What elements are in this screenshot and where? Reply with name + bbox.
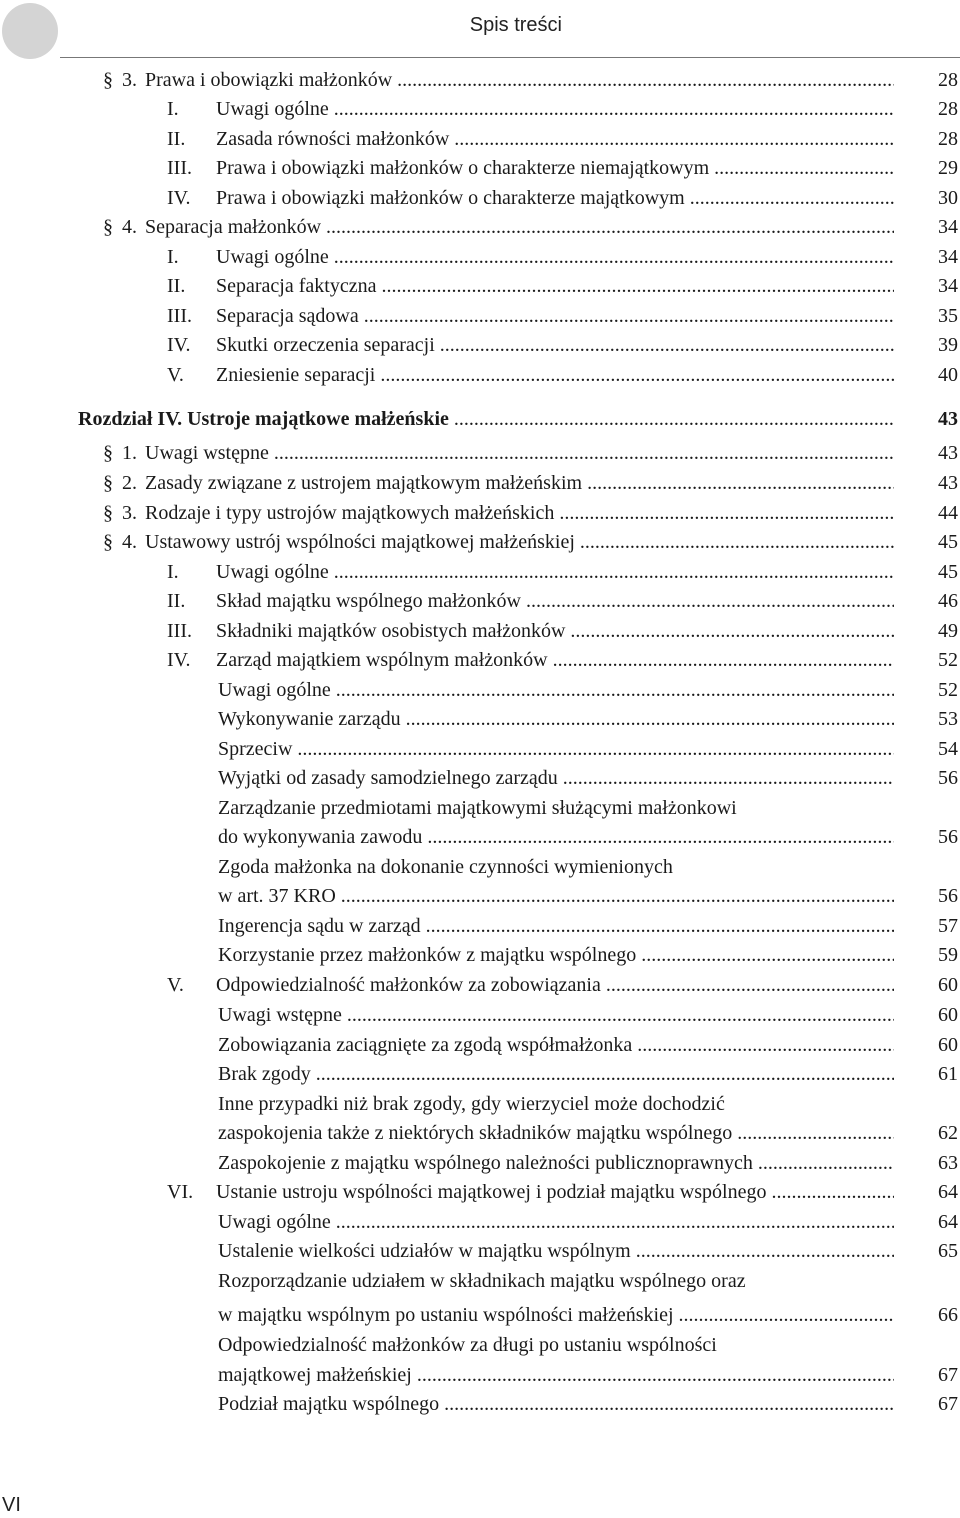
toc-entry-title: Sprzeciw .....	[218, 738, 894, 761]
toc-entry-title: Korzystanie przez małżonków z majątku wspólnego .....	[218, 944, 894, 967]
toc-entry	[0, 1004, 960, 1033]
toc-entry-page: 34	[938, 275, 958, 297]
toc-entry-number: II.	[167, 590, 186, 612]
corner-tab-decoration	[2, 3, 58, 59]
toc-entry-number: 4.	[122, 216, 137, 238]
toc-entry-page: 56	[938, 885, 958, 907]
toc-entry-page: 64	[938, 1211, 958, 1233]
toc-entry	[0, 1181, 960, 1210]
toc-entry-page: 28	[938, 128, 958, 150]
toc-entry-page: 52	[938, 649, 958, 671]
toc-entry	[0, 1364, 960, 1393]
toc-entry-page: 34	[938, 246, 958, 268]
toc-entry-title: Prawa i obowiązki małżonków o charakterze majątkowym .....	[216, 187, 894, 210]
toc-entry-page: 61	[938, 1063, 958, 1085]
toc-entry	[0, 1211, 960, 1240]
toc-entry-title: Ustawowy ustrój wspólności majątkowej małżeńskiej .....	[145, 531, 894, 554]
toc-entry	[0, 472, 960, 501]
toc-entry-page: 63	[938, 1152, 958, 1174]
toc-entry	[0, 885, 960, 914]
toc-entry-title: Skutki orzeczenia separacji .....	[216, 334, 894, 357]
toc-entry-page: 64	[938, 1181, 958, 1203]
toc-entry	[0, 826, 960, 855]
toc-entry-title: Uwagi ogólne .....	[216, 561, 894, 584]
section-sign: §	[103, 216, 113, 238]
toc-entry-title: zaspokojenia także z niektórych składników majątku wspólnego .....	[218, 1122, 894, 1145]
toc-entry	[0, 1063, 960, 1092]
toc-entry-page: 29	[938, 157, 958, 179]
toc-entry	[0, 187, 960, 216]
toc-entry	[0, 1240, 960, 1269]
toc-entry-page: 52	[938, 679, 958, 701]
toc-entry	[0, 797, 960, 826]
toc-entry-page: 45	[938, 561, 958, 583]
toc-entry	[0, 1122, 960, 1151]
toc-entry-number: V.	[167, 364, 184, 386]
toc-entry	[0, 590, 960, 619]
toc-entry	[0, 1034, 960, 1063]
toc-entry	[0, 442, 960, 471]
toc-entry-page: 39	[938, 334, 958, 356]
toc-entry-number: IV.	[167, 187, 191, 209]
toc-entry-page: 66	[938, 1304, 958, 1326]
toc-entry-title: Zasady związane z ustrojem majątkowym małżeńskim .....	[145, 472, 894, 495]
toc-entry-page: 45	[938, 531, 958, 553]
toc-entry	[0, 738, 960, 767]
page-number: VI	[2, 1494, 21, 1516]
toc-entry	[0, 1152, 960, 1181]
toc-entry-number: 3.	[122, 502, 137, 524]
toc-entry	[0, 1334, 960, 1363]
header-rule	[60, 57, 960, 58]
toc-entry	[0, 502, 960, 531]
toc-entry	[0, 531, 960, 560]
toc-entry-title: Prawa i obowiązki małżonków o charakterze niemajątkowym .....	[216, 157, 894, 180]
toc-entry-title: w majątku wspólnym po ustaniu wspólności małżeńskiej .....	[218, 1304, 894, 1327]
toc-entry	[0, 1270, 960, 1299]
toc-entry	[0, 620, 960, 649]
toc-entry-title: Ingerencja sądu w zarząd .....	[218, 915, 894, 938]
toc-entry-page: 60	[938, 974, 958, 996]
toc-entry-title: Składniki majątków osobistych małżonków .....	[216, 620, 894, 643]
toc-entry-title: Zarządzanie przedmiotami majątkowymi służącymi małżonkowi	[218, 797, 737, 819]
toc-entry-number: 1.	[122, 442, 137, 464]
toc-entry-number: 4.	[122, 531, 137, 553]
section-sign: §	[103, 472, 113, 494]
toc-entry-title: Separacja małżonków .....	[145, 216, 894, 239]
toc-entry-title: Ustanie ustroju wspólności majątkowej i podział majątku wspólnego .....	[216, 1181, 894, 1204]
toc-entry-page: 65	[938, 1240, 958, 1262]
toc-entry-title: Zaspokojenie z majątku wspólnego należności publicznoprawnych .....	[218, 1152, 894, 1175]
toc-entry-page: 54	[938, 738, 958, 760]
toc-entry	[0, 944, 960, 973]
toc-entry-title: Uwagi ogólne .....	[218, 1211, 894, 1234]
toc-entry-title: Zobowiązania zaciągnięte za zgodą współmałżonka .....	[218, 1034, 894, 1057]
toc-entry-title: Uwagi wstępne .....	[145, 442, 894, 465]
toc-entry	[0, 98, 960, 127]
toc-entry-number: IV.	[167, 334, 191, 356]
section-sign: §	[103, 442, 113, 464]
toc-entry	[0, 856, 960, 885]
toc-entry-page: 59	[938, 944, 958, 966]
toc-entry-page: 30	[938, 187, 958, 209]
toc-entry-page: 60	[938, 1034, 958, 1056]
toc-entry	[0, 305, 960, 334]
toc-entry-page: 56	[938, 767, 958, 789]
toc-entry	[0, 915, 960, 944]
toc-entry-title: Brak zgody .....	[218, 1063, 894, 1086]
section-sign: §	[103, 531, 113, 553]
toc-entry	[0, 1093, 960, 1122]
toc-entry-page: 43	[938, 442, 958, 464]
toc-entry-page: 67	[938, 1364, 958, 1386]
toc-entry-page: 34	[938, 216, 958, 238]
toc-entry	[0, 246, 960, 275]
toc-entry	[0, 1304, 960, 1333]
toc-entry	[0, 767, 960, 796]
toc-entry-title: Skład majątku wspólnego małżonków .....	[216, 590, 894, 613]
toc-entry-page: 53	[938, 708, 958, 730]
toc-entry-number: I.	[167, 98, 179, 120]
toc-entry-page: 49	[938, 620, 958, 642]
toc-entry	[0, 679, 960, 708]
toc-entry-page: 40	[938, 364, 958, 386]
toc-entry-title: Wykonywanie zarządu .....	[218, 708, 894, 731]
toc-entry-page: 43	[938, 408, 958, 430]
toc-entry-page: 60	[938, 1004, 958, 1026]
toc-entry-title: Odpowiedzialność małżonków za długi po ustaniu wspólności	[218, 1334, 717, 1356]
toc-entry-page: 46	[938, 590, 958, 612]
toc-entry-title: do wykonywania zawodu .....	[218, 826, 894, 849]
toc-entry-number: 2.	[122, 472, 137, 494]
toc-entry-title: Zarząd majątkiem wspólnym małżonków .....	[216, 649, 894, 672]
toc-entry-number: IV.	[167, 649, 191, 671]
toc-entry-title: Zgoda małżonka na dokonanie czynności wymienionych	[218, 856, 673, 878]
section-sign: §	[103, 69, 113, 91]
toc-entry-title: Zasada równości małżonków .....	[216, 128, 894, 151]
toc-entry-number: 3.	[122, 69, 137, 91]
toc-entry-title: Rozporządzanie udziałem w składnikach majątku wspólnego oraz	[218, 1270, 746, 1292]
toc-entry-page: 28	[938, 98, 958, 120]
toc-entry-number: III.	[167, 620, 192, 642]
toc-entry-title: Uwagi ogólne .....	[216, 246, 894, 269]
toc-entry-page: 57	[938, 915, 958, 937]
toc-entry	[0, 69, 960, 98]
toc-entry-number: III.	[167, 157, 192, 179]
toc-entry-page: 56	[938, 826, 958, 848]
toc-entry-number: I.	[167, 561, 179, 583]
toc-entry-title: Zniesienie separacji .....	[216, 364, 894, 387]
toc-entry-number: II.	[167, 128, 186, 150]
toc-entry	[0, 1393, 960, 1422]
toc-entry	[0, 364, 960, 393]
toc-entry	[0, 157, 960, 186]
toc-entry	[0, 275, 960, 304]
toc-entry-page: 44	[938, 502, 958, 524]
toc-entry-page: 67	[938, 1393, 958, 1415]
section-sign: §	[103, 502, 113, 524]
toc-entry	[0, 128, 960, 157]
toc-entry	[0, 974, 960, 1003]
toc-entry-title: Wyjątki od zasady samodzielnego zarządu .....	[218, 767, 894, 790]
toc-entry-page: 43	[938, 472, 958, 494]
toc-entry-title: Inne przypadki niż brak zgody, gdy wierzyciel może dochodzić	[218, 1093, 725, 1115]
toc-entry	[0, 216, 960, 245]
toc-entry-page: 28	[938, 69, 958, 91]
toc-entry	[0, 334, 960, 363]
toc-entry-title: w art. 37 KRO .....	[218, 885, 894, 908]
toc-entry-title: Rodzaje i typy ustrojów majątkowych małżeńskich .....	[145, 502, 894, 525]
toc-entry	[0, 561, 960, 590]
toc-entry-number: II.	[167, 275, 186, 297]
toc-entry-title: Ustalenie wielkości udziałów w majątku wspólnym .....	[218, 1240, 894, 1263]
toc-entry-title: Podział majątku wspólnego .....	[218, 1393, 894, 1416]
toc-entry-title: majątkowej małżeńskiej .....	[218, 1364, 894, 1387]
toc-entry-title: Uwagi wstępne .....	[218, 1004, 894, 1027]
toc-entry-number: VI.	[167, 1181, 194, 1203]
toc-entry-title: Separacja faktyczna .....	[216, 275, 894, 298]
toc-entry	[0, 708, 960, 737]
toc-entry-title: Uwagi ogólne .....	[218, 679, 894, 702]
toc-entry-title: Separacja sądowa .....	[216, 305, 894, 328]
toc-entry-title: Odpowiedzialność małżonków za zobowiązania .....	[216, 974, 894, 997]
toc-entry-page: 35	[938, 305, 958, 327]
toc-entry-title: Rozdział IV. Ustroje majątkowe małżeńskie .....	[78, 408, 894, 431]
toc-entry-number: III.	[167, 305, 192, 327]
toc-entry-number: V.	[167, 974, 184, 996]
toc-entry	[0, 408, 960, 437]
toc-entry	[0, 649, 960, 678]
toc-entry-title: Uwagi ogólne .....	[216, 98, 894, 121]
running-header: Spis treści	[469, 14, 562, 36]
toc-entry-page: 62	[938, 1122, 958, 1144]
toc-entry-number: I.	[167, 246, 179, 268]
toc-entry-title: Prawa i obowiązki małżonków .....	[145, 69, 894, 92]
